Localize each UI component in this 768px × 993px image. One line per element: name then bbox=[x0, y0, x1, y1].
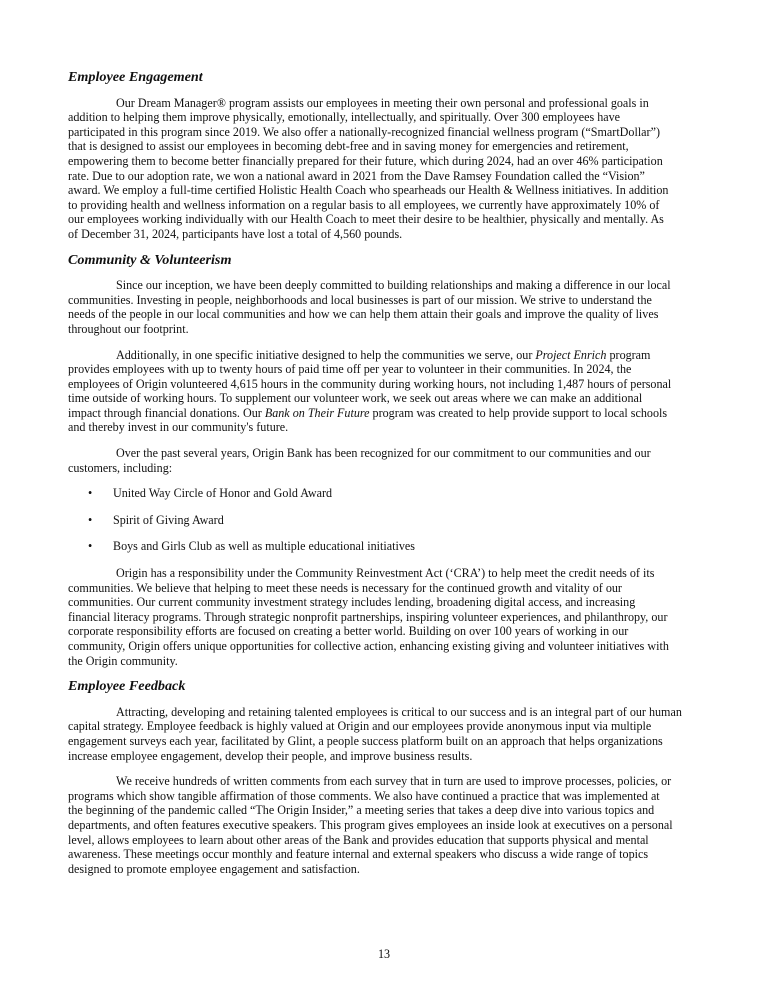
paragraph-project-enrich bbox=[68, 348, 708, 436]
text-line: rate. Due to our adoption rate, we won a national award in 2021 from the Dave Ramsey Foundation called the “Vision” bbox=[68, 168, 645, 183]
list-item bbox=[68, 486, 708, 501]
text-line: of December 31, 2024, participants have lost a total of 4,560 pounds. bbox=[68, 226, 403, 241]
text-line: time outside of working hours. To supplement our volunteer work, we seek out areas where we can make an additional bbox=[68, 391, 643, 406]
bullet-icon: • bbox=[88, 539, 93, 554]
text-line: communities. Our current community investment strategy includes lending, broadening digital access, and increasing bbox=[68, 595, 636, 610]
paragraph-origin-insider bbox=[68, 774, 708, 876]
text-line: addition to helping them improve physically, emotionally, intellectually, and spiritually. Over 300 employees have bbox=[68, 110, 621, 125]
bullet-icon: • bbox=[88, 486, 93, 501]
paragraph-attracting-talent bbox=[68, 705, 708, 763]
text-line: and thereby invest in our community's future. bbox=[68, 420, 289, 435]
document-page bbox=[68, 70, 708, 887]
text-line: impact through financial donations. Our Bank on Their Future program was created to help provide support to local schools bbox=[68, 405, 668, 420]
section-heading-community-volunteerism: Community & Volunteerism bbox=[68, 251, 232, 268]
paragraph-dream-manager bbox=[68, 96, 708, 242]
text-line: Since our inception, we have been deeply committed to building relationships and making a difference in our local bbox=[116, 278, 671, 293]
text-line: Attracting, developing and retaining talented employees is critical to our success and is an integral part of our human bbox=[116, 704, 682, 719]
text-line: financial literacy programs. Through strategic nonprofit partnerships, inspiring volunteer experiences, and philanthropy, our bbox=[68, 609, 668, 624]
text-line: level, allows employees to learn about other areas of the Bank and provides education that supports physical and mental bbox=[68, 832, 649, 847]
paragraph-cra bbox=[68, 566, 708, 668]
text-line: capital strategy. Employee feedback is highly valued at Origin and our employees provide anonymous input via multiple bbox=[68, 719, 652, 734]
text-line: We receive hundreds of written comments from each survey that in turn are used to improve processes, policies, or bbox=[116, 774, 672, 789]
text-line: engagement surveys each year, facilitated by Glint, a people success platform built on an approach that helps organizations bbox=[68, 733, 663, 748]
text-line: customers, including: bbox=[68, 460, 173, 475]
text-line: departments, and often features executive speakers. This program gives employees an inside look at executives on a personal bbox=[68, 817, 673, 832]
text-line: the Origin community. bbox=[68, 653, 178, 668]
list-item bbox=[68, 513, 708, 528]
list-item-text: Boys and Girls Club as well as multiple educational initiatives bbox=[113, 539, 415, 554]
text-line: corporate responsibility efforts are focused on creating a better world. Building on over 100 years of working in our bbox=[68, 624, 629, 639]
text-line: community, Origin offers unique opportunities for collective action, enhancing existing giving and volunteer initiatives with bbox=[68, 639, 669, 653]
text-line: Our Dream Manager® program assists our employees in meeting their own personal and professional goals in bbox=[116, 95, 649, 110]
text-line: to providing health and wellness information on a regular basis to all employees, we currently have approximately 10% of bbox=[68, 197, 660, 212]
paragraph-recognition bbox=[68, 446, 708, 475]
section-heading-employee-feedback: Employee Feedback bbox=[68, 678, 186, 695]
text-line: participated in this program since 2019. We also offer a nationally-recognized financial wellness program (“SmartDollar”) bbox=[68, 124, 660, 139]
text-line: awareness. These meetings occur monthly and feature internal and external speakers who discuss a wide range of topics bbox=[68, 847, 649, 862]
text-line: Over the past several years, Origin Bank has been recognized for our commitment to our communities and our bbox=[116, 446, 651, 461]
text-line: provides employees with up to twenty hours of paid time off per year to volunteer in their communities. In 2024, the bbox=[68, 362, 632, 377]
program-name: Project Enrich bbox=[535, 347, 607, 362]
text-line: that is designed to assist our employees in becoming debt-free and in saving money for emergencies and retirement, bbox=[68, 139, 629, 154]
awards-list bbox=[68, 486, 708, 554]
text-line: the beginning of the pandemic called “The Origin Insider,” a meeting series that takes a deep dive into various topics and bbox=[68, 803, 655, 818]
list-item-text: Spirit of Giving Award bbox=[113, 512, 224, 527]
bullet-icon: • bbox=[88, 512, 93, 527]
text-line: increase employee engagement, develop their people, and improve business results. bbox=[68, 748, 473, 763]
text-line: designed to promote employee engagement and satisfaction. bbox=[68, 861, 360, 876]
text-line: our employees working individually with our Health Coach to meet their desire to be healthier, physically and mentally. As bbox=[68, 212, 664, 227]
text-line: programs which show tangible affirmation of those comments. We also have continued a practice that was implemented at bbox=[68, 788, 660, 803]
text-line: employees of Origin volunteered 4,615 hours in the community during working hours, not including 1,487 hours of personal bbox=[68, 376, 672, 391]
list-item bbox=[68, 539, 708, 554]
text-line: needs of the people in our local communities and how we can help them attain their goals and improve the quality of lives bbox=[68, 307, 659, 322]
page-number: 13 bbox=[377, 947, 391, 961]
text-line: award. We employ a full-time certified Holistic Health Coach who spearheads our Health & Wellness initiatives. In addition bbox=[68, 183, 669, 198]
paragraph-inception bbox=[68, 278, 708, 336]
section-heading-employee-engagement: Employee Engagement bbox=[68, 69, 203, 85]
text-line: communities. Investing in people, neighborhoods and local businesses is part of our mission. We strive to understand the bbox=[68, 292, 652, 307]
text-line: empowering them to become better financially prepared for their future, which during 2024, had an over 46% participation bbox=[68, 153, 663, 168]
list-item-text: United Way Circle of Honor and Gold Award bbox=[113, 486, 333, 501]
text-line: Origin has a responsibility under the Community Reinvestment Act (‘CRA’) to help meet the credit needs of its bbox=[116, 566, 655, 581]
text-line: communities. We believe that helping to meet these needs is necessary for the continued growth and vitality of our bbox=[68, 580, 622, 595]
text-line: throughout our footprint. bbox=[68, 321, 189, 336]
text-line: Additionally, in one specific initiative designed to help the communities we serve, our Project Enrich program bbox=[116, 347, 651, 362]
program-name: Bank on Their Future bbox=[264, 405, 370, 420]
